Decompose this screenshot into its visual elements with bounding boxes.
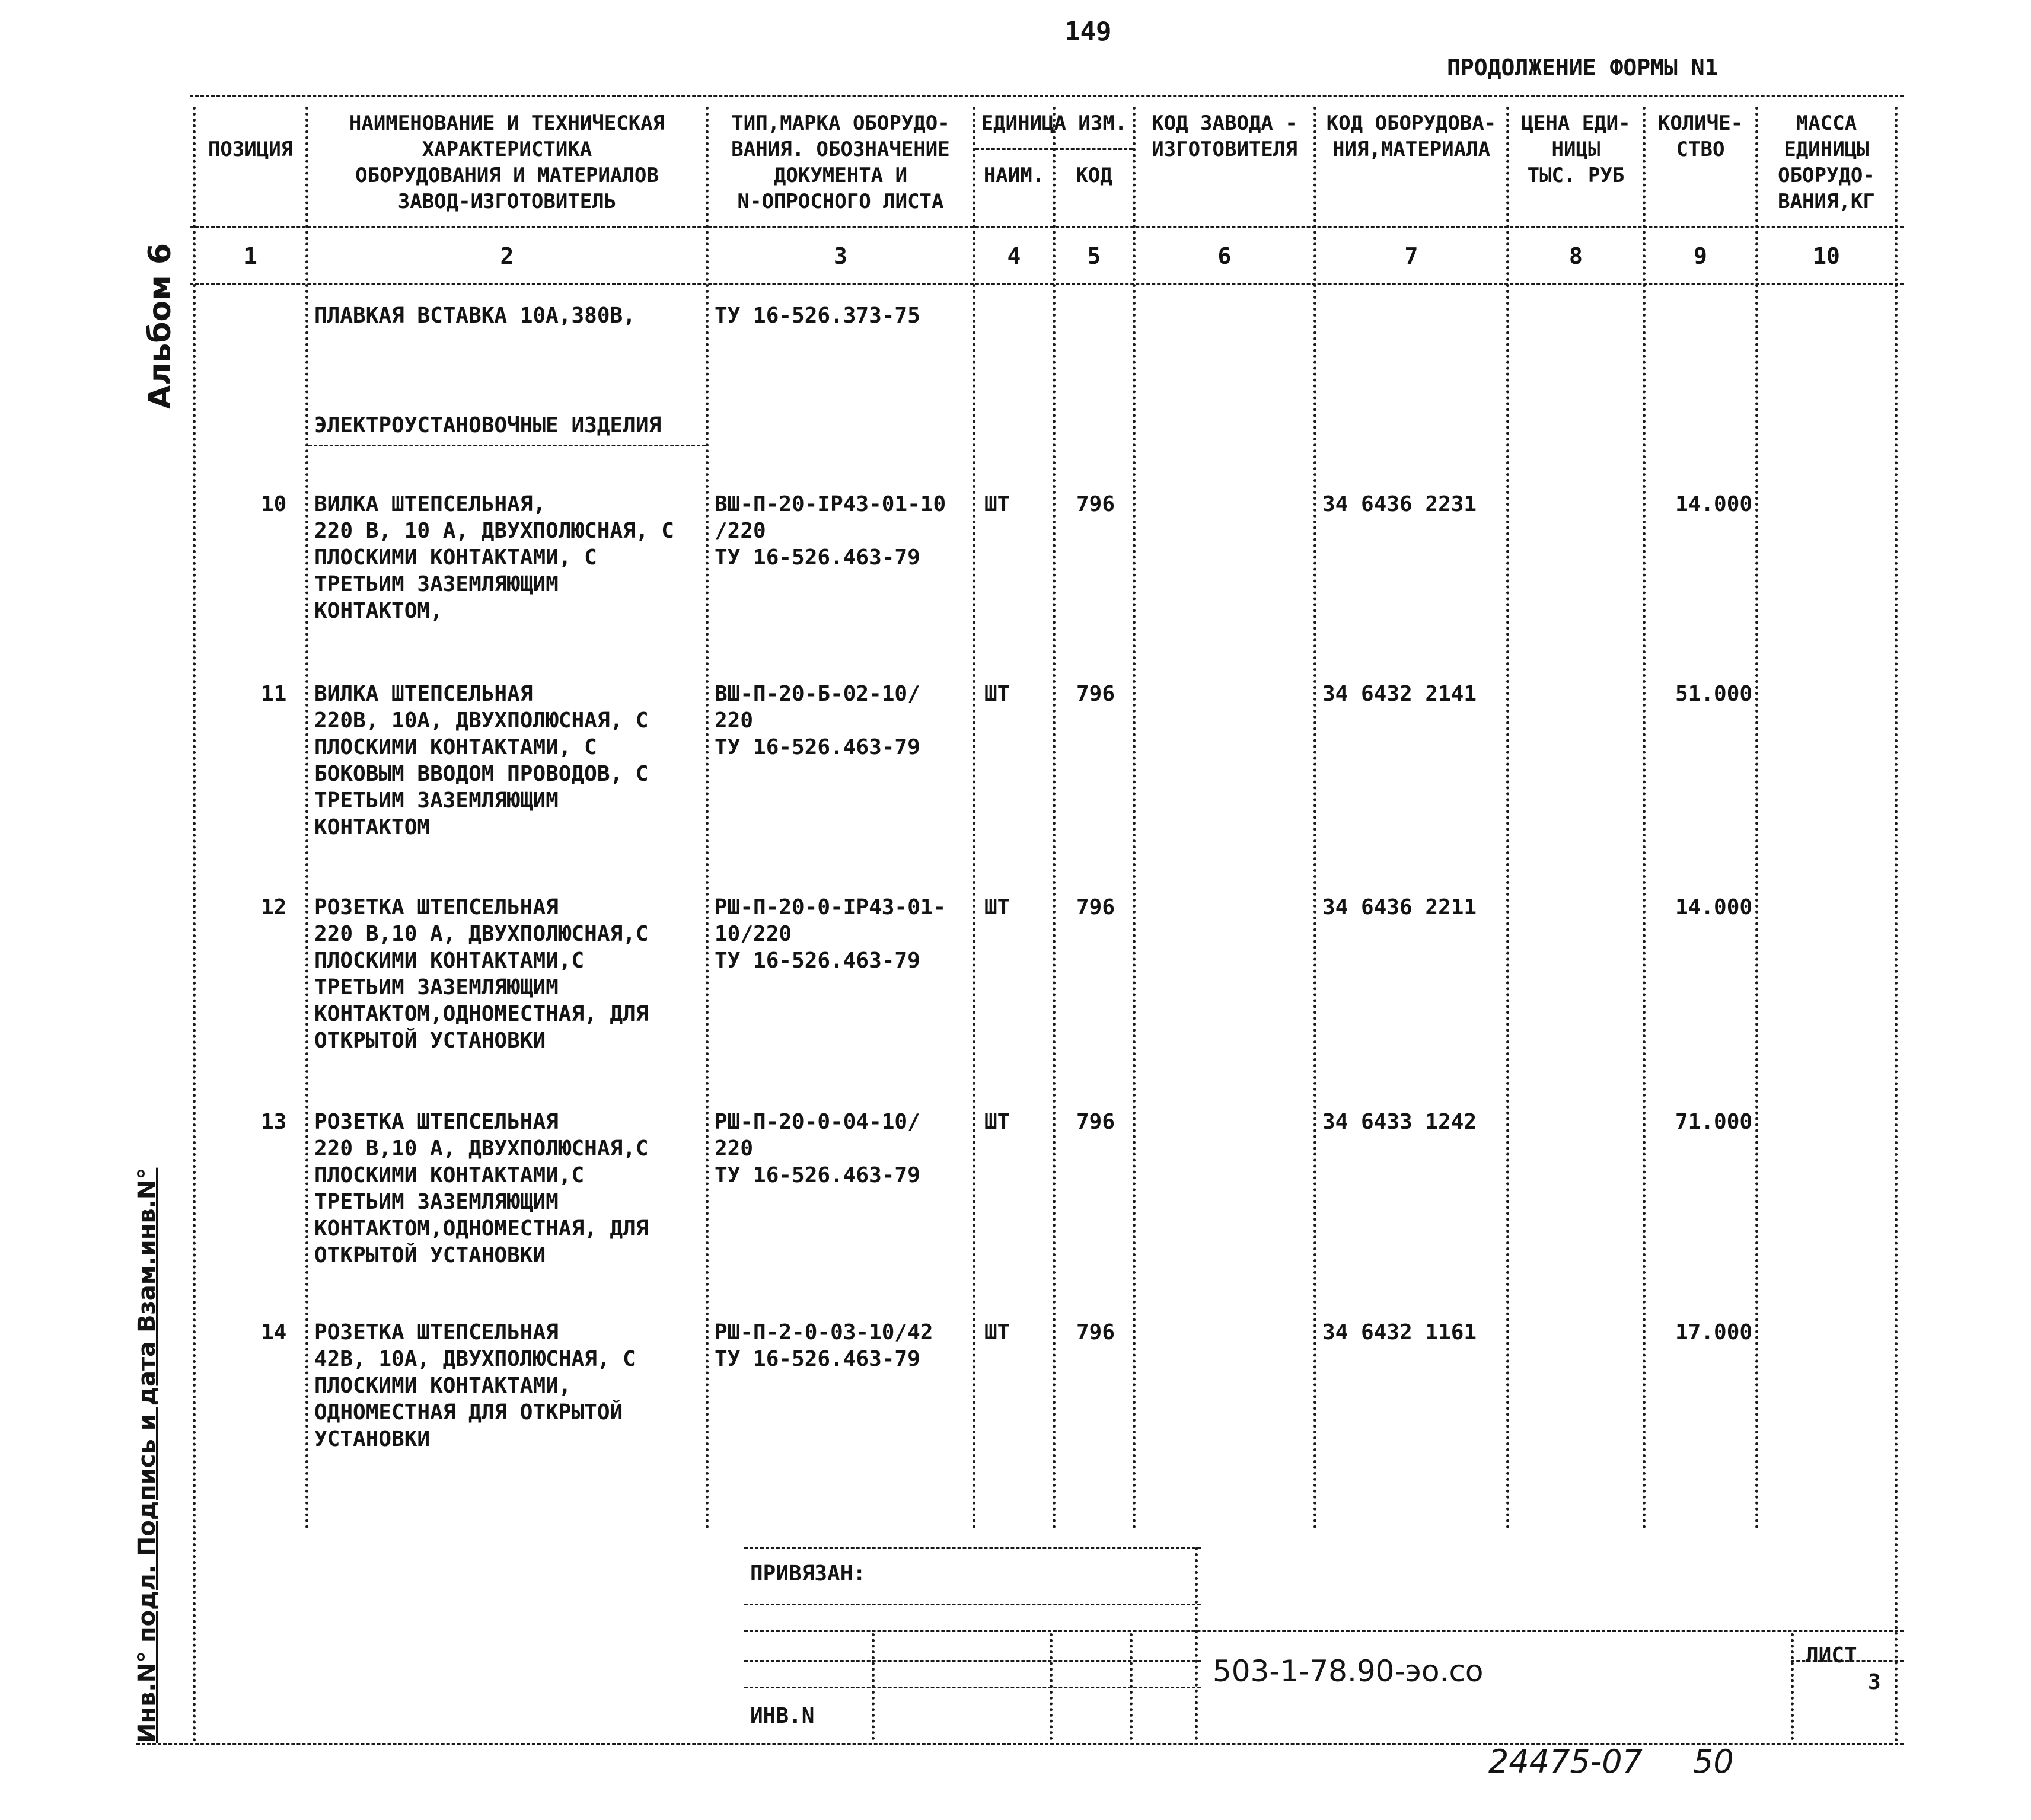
col-sep <box>305 107 308 1530</box>
header-bottom-rule <box>190 226 1904 228</box>
col-sep <box>706 107 709 1530</box>
stamp-rule <box>744 1604 1201 1605</box>
row-quantity: 71.000 <box>1675 1110 1753 1134</box>
header-type: ТИП,МАРКА ОБОРУДО- ВАНИЯ. ОБОЗНАЧЕНИЕ ДОКУМЕНТА И N-ОПРОСНОГО ЛИСТА <box>731 111 950 213</box>
col-sep <box>973 107 975 1530</box>
row-position: 13 <box>261 1110 287 1134</box>
row-unit: ШТ <box>984 682 1010 706</box>
row-name: РОЗЕТКА ШТЕПСЕЛЬНАЯ 220 В,10 А, ДВУХПОЛЮСНАЯ,С ПЛОСКИМИ КОНТАКТАМИ,С ТРЕТЬИМ ЗАЗЕМЛЯЮЩИМ КОНТАКТОМ,ОДНОМЕСТНАЯ, ДЛЯ ОТКРЫТОЙ УСТАНОВКИ <box>314 1110 649 1267</box>
colnum-bottom-rule <box>190 283 1904 285</box>
stamp-rule <box>744 1630 1904 1632</box>
row-name: ВИЛКА ШТЕПСЕЛЬНАЯ 220В, 10А, ДВУХПОЛЮСНАЯ, С ПЛОСКИМИ КОНТАКТАМИ, С БОКОВЫМ ВВОДОМ ПРОВОДОВ, С ТРЕТЬИМ ЗАЗЕМЛЯЮЩИМ КОНТАКТОМ <box>314 682 649 839</box>
row-quantity: 51.000 <box>1675 682 1753 706</box>
col-number: 7 <box>1404 243 1418 269</box>
row-unit-code: 796 <box>1076 682 1115 706</box>
col-sep <box>1506 107 1509 1530</box>
row-equipment-code: 34 6436 2231 <box>1322 492 1477 516</box>
header-mass: МАССА ЕДИНИЦЫ ОБОРУДО- ВАНИЯ,КГ <box>1778 111 1875 213</box>
header-position: ПОЗИЦИЯ <box>208 138 294 161</box>
row-name: РОЗЕТКА ШТЕПСЕЛЬНАЯ 220 В,10 А, ДВУХПОЛЮСНАЯ,С ПЛОСКИМИ КОНТАКТАМИ,С ТРЕТЬИМ ЗАЗЕМЛЯЮЩИМ КОНТАКТОМ,ОДНОМЕСТНАЯ, ДЛЯ ОТКРЫТОЙ УСТАНОВКИ <box>314 895 649 1053</box>
header-unit-code: КОД <box>1076 164 1112 187</box>
row-unit-code: 796 <box>1076 1320 1115 1345</box>
handwritten-number: 24475-07 <box>1488 1743 1643 1780</box>
stamp-sep <box>1050 1633 1053 1740</box>
row-type: РШ-П-2-0-03-10/42 ТУ 16-526.463-79 <box>715 1320 933 1371</box>
col-number: 10 <box>1813 243 1840 269</box>
stamp-sep <box>872 1633 875 1740</box>
col-number: 6 <box>1217 243 1232 269</box>
stamp-sep <box>1130 1633 1133 1740</box>
row-position: 10 <box>261 492 287 516</box>
row-position: 14 <box>261 1320 287 1345</box>
inv-number-label: ИНВ.N <box>750 1704 815 1728</box>
header-quantity: КОЛИЧЕ- СТВО <box>1657 111 1743 161</box>
sheet-number: 3 <box>1868 1670 1881 1694</box>
row-unit: ШТ <box>984 895 1010 919</box>
header-unit-name: НАИМ. <box>983 164 1045 187</box>
row-unit: ШТ <box>984 1320 1010 1345</box>
stamp-sep <box>1791 1633 1794 1740</box>
row-type: ВШ-П-20-IP43-01-10 /220 ТУ 16-526.463-79 <box>715 492 946 570</box>
row-unit: ШТ <box>984 492 1010 516</box>
page-number: 149 <box>1064 17 1112 47</box>
col-sep <box>1755 107 1758 1530</box>
row-type: РШ-П-20-0-04-10/ 220 ТУ 16-526.463-79 <box>715 1110 920 1187</box>
row-equipment-code: 34 6436 2211 <box>1322 895 1477 919</box>
row-unit: ШТ <box>984 1110 1010 1134</box>
handwritten-page: 50 <box>1693 1743 1734 1780</box>
col-number: 5 <box>1087 243 1101 269</box>
col-sep <box>193 107 196 1743</box>
stamp-top-rule <box>744 1547 1201 1549</box>
row-unit-code: 796 <box>1076 895 1115 919</box>
col-sep <box>1313 107 1316 1530</box>
continuation-label: ПРОДОЛЖЕНИЕ ФОРМЫ N1 <box>1447 55 1718 81</box>
row-name: ВИЛКА ШТЕПСЕЛЬНАЯ, 220 В, 10 А, ДВУХПОЛЮСНАЯ, С ПЛОСКИМИ КОНТАКТАМИ, С ТРЕТЬИМ ЗАЗЕМЛЯЮЩИМ КОНТАКТОМ, <box>314 492 674 623</box>
row-equipment-code: 34 6432 2141 <box>1322 682 1477 706</box>
row-quantity: 14.000 <box>1675 492 1753 516</box>
row-type: ВШ-П-20-Б-02-10/ 220 ТУ 16-526.463-79 <box>715 682 920 759</box>
col-number: 8 <box>1569 243 1583 269</box>
header-plant-code: КОД ЗАВОДА - ИЗГОТОВИТЕЛЯ <box>1152 111 1297 161</box>
col-sep <box>1643 107 1646 1530</box>
album-label: Альбом 6 <box>142 242 178 409</box>
sheet-label: ЛИСТ <box>1806 1643 1857 1668</box>
col-number: 3 <box>834 243 847 269</box>
row-type: РШ-П-20-0-IP43-01- 10/220 ТУ 16-526.463-79 <box>715 895 946 973</box>
col-sep <box>1895 107 1898 1743</box>
row-unit-code: 796 <box>1076 492 1115 516</box>
header-name: НАИМЕНОВАНИЕ И ТЕХНИЧЕСКАЯ ХАРАКТЕРИСТИКА ОБОРУДОВАНИЯ И МАТЕРИАЛОВ ЗАВОД-ИЗГОТОВИТЕЛЬ <box>349 111 665 213</box>
row-name: РОЗЕТКА ШТЕПСЕЛЬНАЯ 42В, 10А, ДВУХПОЛЮСНАЯ, С ПЛОСКИМИ КОНТАКТАМИ, ОДНОМЕСТНАЯ ДЛЯ ОТКРЫТОЙ УСТАНОВКИ <box>314 1320 636 1451</box>
header-unit: ЕДИНИЦА ИЗМ. <box>981 111 1127 135</box>
row-type: ТУ 16-526.373-75 <box>715 304 920 328</box>
col-number: 4 <box>1007 243 1021 269</box>
section-heading-rule <box>308 445 706 446</box>
row-equipment-code: 34 6433 1242 <box>1322 1110 1477 1134</box>
section-heading: ЭЛЕКТРОУСТАНОВОЧНЫЕ ИЗДЕЛИЯ <box>314 413 662 438</box>
stamp-sep <box>1195 1547 1198 1740</box>
privyazan-label: ПРИВЯЗАН: <box>750 1562 866 1586</box>
col-number: 2 <box>500 243 514 269</box>
header-equipment-code: КОД ОБОРУДОВА- НИЯ,МАТЕРИАЛА <box>1326 111 1497 161</box>
row-unit-code: 796 <box>1076 1110 1115 1134</box>
col-sep <box>1133 107 1136 1530</box>
row-quantity: 17.000 <box>1675 1320 1753 1345</box>
header-price: ЦЕНА ЕДИ- НИЦЫ ТЫС. РУБ <box>1521 111 1631 187</box>
row-position: 12 <box>261 895 287 919</box>
row-position: 11 <box>261 682 287 706</box>
col-number: 1 <box>244 243 257 269</box>
side-stamp-label: Инв.N° подл. Подпись и дата Взам.инв.N° <box>133 1167 161 1743</box>
col-number: 9 <box>1694 243 1707 269</box>
unit-header-rule <box>975 148 1133 150</box>
row-quantity: 14.000 <box>1675 895 1753 919</box>
document-code: 503-1-78.90-эо.со <box>1213 1654 1484 1688</box>
col-sep <box>1053 107 1056 1530</box>
row-equipment-code: 34 6432 1161 <box>1322 1320 1477 1345</box>
row-name: ПЛАВКАЯ ВСТАВКА 10А,380В, <box>314 304 636 328</box>
table-top-rule <box>190 95 1904 97</box>
